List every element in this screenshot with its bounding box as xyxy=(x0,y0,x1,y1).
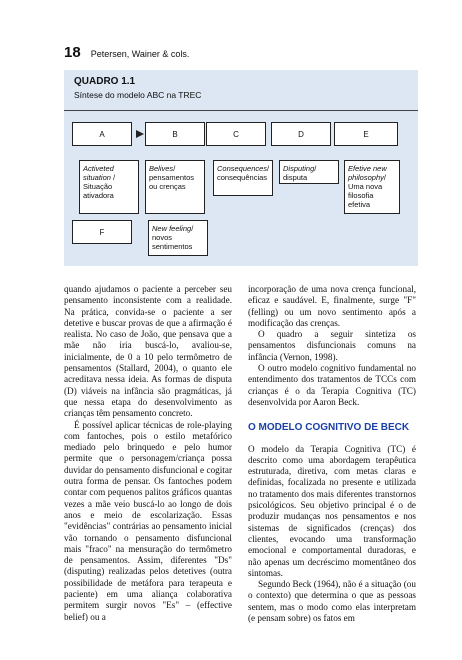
step-f-box xyxy=(72,220,132,244)
paragraph: O modelo da Terapia Cognitiva (TC) é descrito como uma abordagem terapêutica estruturada, diretiva, com metas claras e definidas, focalizada no presente e utilizada no tratamento dos mais diferentes transtornos psicológicos. Seu objetivo principal é o de produzir mudanças nos pensamentos e nos sistemas de significados (crenças) dos clientes, evocando uma transformação emocional e comportamental duradoras, e não apenas um decréscimo momentâneo dos sintomas. xyxy=(248,443,416,578)
step-f-description xyxy=(148,220,208,256)
quadro-title: QUADRO 1.1 xyxy=(74,76,136,87)
desc-translation: / novos sentimentos xyxy=(152,224,194,251)
step-letter: C xyxy=(233,129,239,139)
step-a-description xyxy=(79,160,139,214)
desc-translation: / Uma nova filosofia efetiva xyxy=(348,173,386,209)
running-title: Petersen, Wainer & cols. xyxy=(90,49,190,59)
step-d-description xyxy=(279,160,339,184)
desc-translation: / pensamentos ou crenças xyxy=(149,164,195,191)
paragraph: incorporação de uma nova crença funcional, eficaz e saudável. E, finalmente, surge "F" (felling) ou um novo sentimento após a modificação das crenças. xyxy=(248,284,416,328)
desc-term: New feeling xyxy=(152,224,192,233)
right-column xyxy=(248,284,416,624)
desc-translation: / consequências xyxy=(217,164,270,182)
quadro-subtitle: Síntese do modelo ABC na TREC xyxy=(74,90,202,100)
step-c-box xyxy=(206,122,266,146)
quadro-divider xyxy=(64,110,418,111)
desc-term: Activeted situation xyxy=(83,164,114,182)
step-letter: B xyxy=(172,129,178,139)
section-heading: O MODELO COGNITIVO DE BECK xyxy=(248,422,410,434)
page-header xyxy=(64,44,189,61)
left-column xyxy=(64,284,232,623)
step-b-box xyxy=(145,122,205,146)
desc-term: Belives xyxy=(149,164,174,173)
desc-term: Efetive new philosophy xyxy=(348,164,387,182)
desc-term: Consequences xyxy=(217,164,268,173)
desc-translation: / disputa xyxy=(283,164,317,182)
paragraph: Segundo Beck (1964), não é a situação (ou o contexto) que determina o que as pessoas sentem, mas o modo como elas interpretam (e pensam sobre) os fatos em xyxy=(248,579,416,624)
quadro-box xyxy=(64,70,418,266)
step-a-box xyxy=(72,122,132,146)
step-c-description xyxy=(213,160,273,196)
step-letter: F xyxy=(99,227,105,237)
step-letter: A xyxy=(99,129,105,139)
arrow-right-icon xyxy=(136,130,144,138)
desc-translation: / Situação ativadora xyxy=(83,173,116,200)
paragraph: O quadro a seguir sintetiza os pensamentos disfuncionais comuns na infância (Vernon, 1998). xyxy=(248,329,416,362)
step-b-description xyxy=(145,160,205,214)
paragraph: O outro modelo cognitivo fundamental no entendimento dos tratamentos de TCCs com crianças é o da Terapia Cognitiva (TC) desenvolvida por Aaron Beck. xyxy=(248,363,416,407)
paragraph: É possível aplicar técnicas de role-playing com fantoches, pois o estilo metafórico mediado pelo brinquedo e pelo humor permite que o personagem/criança possa duvidar do pensamento disfuncional e cogitar outra forma de pensar. Os fantoches podem contar com pequenos palitos gráficos quantas vezes a mãe veio buscá-lo ao longo de dois anos e meio de escolarização. Essas "evidências" contrárias ao pensamento inicial vão tornando o pensamento disfuncional mais "fraco" na mensuração do termômetro de pensamentos. Assim, diferentes "Ds" (disputing) realizadas pelos detetives (outra possibilidade de metáfora para terapeuta e paciente) em uma aliança colaborativa permitem surgir novos "Es" – (effective belief) ou a xyxy=(64,419,232,622)
desc-term: Disputing xyxy=(283,164,315,173)
step-e-description xyxy=(344,160,400,214)
step-letter: E xyxy=(363,129,369,139)
step-letter: D xyxy=(298,129,304,139)
paragraph: quando ajudamos o paciente a perceber seu pensamento inconsistente com a realidade. Na prática, convida-se o paciente a ser detetive e buscar provas de que a afirmação é realista. No caso de João, que pensava que a mãe não iria buscá-lo, avaliou-se, inicialmente, de 0 a 10 pelo termômetro de pensamentos (Stallard, 2004), o quanto ele acreditava nessa ideia. As formas de disputa (D) viáveis na infância são pragmáticas, já que nessa etapa do desenvolvimento as crianças têm pensamento concreto. xyxy=(64,284,232,419)
step-d-box xyxy=(271,122,331,146)
page-number: 18 xyxy=(64,44,81,61)
step-e-box xyxy=(334,122,398,146)
